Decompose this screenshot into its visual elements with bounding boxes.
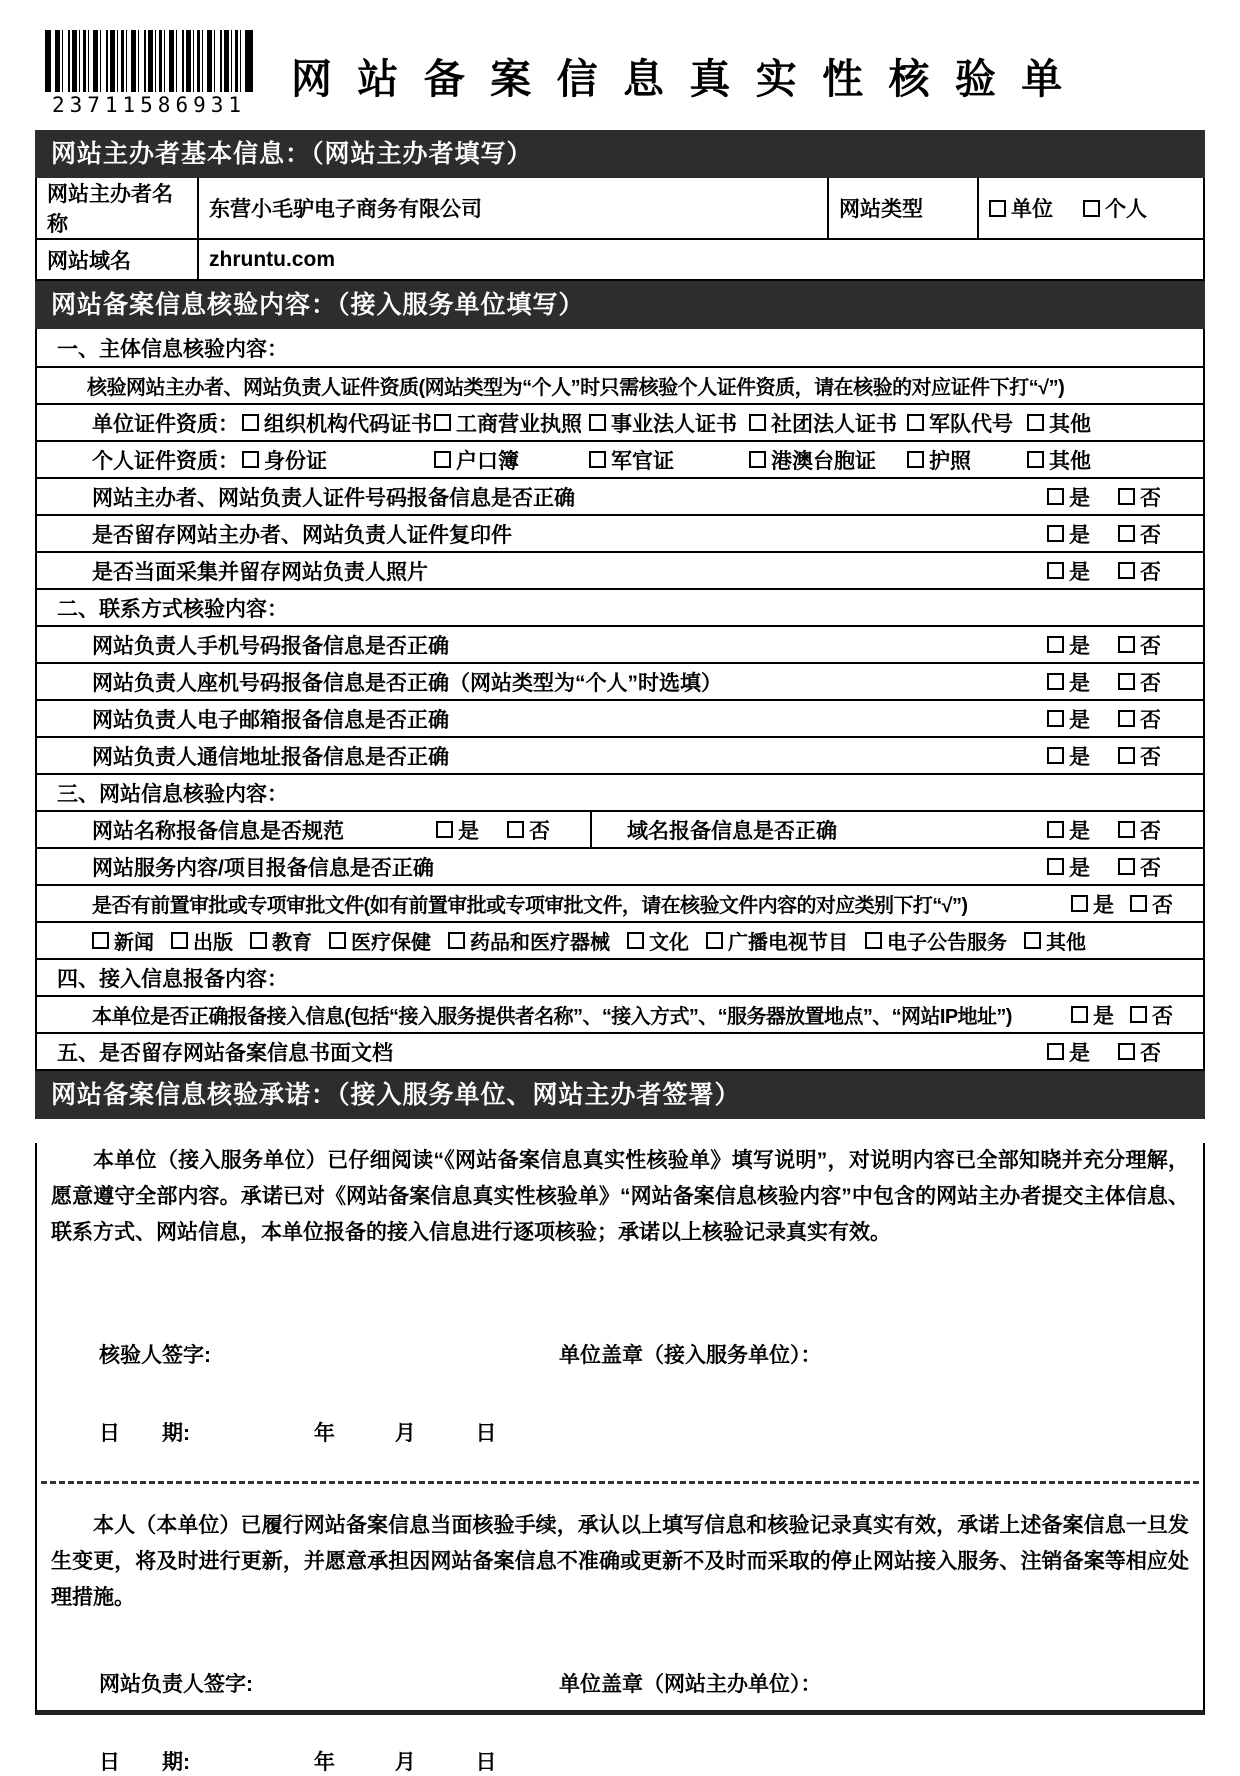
option-label: 其他 <box>1049 412 1091 436</box>
checkbox-yes[interactable] <box>1047 741 1090 771</box>
question-text: 域名报备信息是否正确 <box>627 819 837 843</box>
checkbox-icon[interactable] <box>448 932 465 949</box>
checkbox-no[interactable] <box>507 815 550 845</box>
option-label: 其他 <box>1049 449 1091 473</box>
checkbox-icon[interactable] <box>1047 710 1064 727</box>
checkbox-yes[interactable] <box>1047 815 1090 845</box>
unit-cert-row <box>37 403 1203 440</box>
option-label: 医疗保健 <box>351 932 431 954</box>
no-label: 否 <box>1140 634 1161 658</box>
checkbox-no[interactable] <box>1130 889 1173 919</box>
option-label: 药品和医疗器械 <box>470 932 610 954</box>
month-label: 月 <box>394 1422 416 1445</box>
checkbox-yes[interactable] <box>1047 667 1090 697</box>
question-text: 网站负责人手机号码报备信息是否正确 <box>92 634 449 658</box>
checkbox-icon[interactable] <box>1130 895 1147 912</box>
checkbox-option-personal[interactable] <box>1083 193 1147 223</box>
question-row-email <box>37 699 1203 736</box>
dashed-divider <box>41 1481 1199 1484</box>
checkbox-icon[interactable] <box>171 932 188 949</box>
question-row-sitename-domain <box>37 810 1203 847</box>
checkbox-icon[interactable] <box>589 414 606 431</box>
option-label: 组织机构代码证书 <box>264 412 432 436</box>
option-label: 身份证 <box>264 449 327 473</box>
page-header <box>35 30 1205 130</box>
yes-label: 是 <box>1069 708 1090 732</box>
part-title: 三、网站信息核验内容： <box>57 782 288 806</box>
checkbox-yes[interactable] <box>1071 1000 1114 1030</box>
yes-label: 是 <box>1069 856 1090 880</box>
checkbox-option[interactable] <box>434 408 589 438</box>
part5-title-row <box>37 1032 1203 1069</box>
checkbox-no[interactable] <box>1118 556 1161 586</box>
checkbox-option[interactable] <box>171 926 233 955</box>
option-label: 工商营业执照 <box>456 412 582 436</box>
option-label: 护照 <box>929 449 971 473</box>
yes-label: 是 <box>1069 634 1090 658</box>
no-label: 否 <box>529 819 550 843</box>
checkbox-icon[interactable] <box>1083 200 1100 217</box>
option-label: 军官证 <box>611 449 674 473</box>
no-label: 否 <box>1140 486 1161 510</box>
sitename-question <box>37 812 592 847</box>
pledge-box <box>35 1143 1205 1774</box>
section-header-pledge: 网站备案信息核验承诺：（接入服务单位、网站主办者签署） <box>35 1071 1205 1119</box>
checkbox-option[interactable] <box>589 408 749 438</box>
option-label: 文化 <box>649 932 689 954</box>
yes-no-group <box>1047 852 1161 882</box>
yes-no-group <box>1071 1000 1173 1030</box>
part3-title-row <box>37 773 1203 810</box>
yes-no-group <box>1047 667 1161 697</box>
year-label: 年 <box>313 1751 335 1774</box>
yes-no-group <box>1047 741 1161 771</box>
checkbox-icon[interactable] <box>1047 821 1064 838</box>
yes-no-group <box>1071 889 1173 919</box>
date-label[interactable]: 日 期: <box>99 1422 190 1445</box>
checkbox-icon[interactable] <box>1130 1006 1147 1023</box>
checkbox-yes[interactable] <box>1047 482 1090 512</box>
checkbox-icon[interactable] <box>1047 1043 1064 1060</box>
option-label: 个人 <box>1105 198 1147 221</box>
checkbox-no[interactable] <box>1118 519 1161 549</box>
part2-title-row <box>37 588 1203 625</box>
checkbox-icon[interactable] <box>865 932 882 949</box>
checkbox-icon[interactable] <box>434 451 451 468</box>
checkbox-icon[interactable] <box>1118 1043 1135 1060</box>
option-label: 军队代号 <box>929 412 1013 436</box>
no-label: 否 <box>1140 523 1161 547</box>
yes-label: 是 <box>1093 893 1114 917</box>
yes-label: 是 <box>1069 523 1090 547</box>
checkbox-option[interactable] <box>865 926 1007 955</box>
checkbox-no[interactable] <box>1118 630 1161 660</box>
checkbox-option[interactable] <box>589 445 749 475</box>
question-row-cert-number <box>37 477 1203 514</box>
option-label: 电子公告服务 <box>887 932 1007 954</box>
owner-seal-label[interactable]: 单位盖章（网站主办单位）： <box>559 1673 822 1696</box>
checkbox-yes[interactable] <box>1047 519 1090 549</box>
site-type-label: 网站类型 <box>827 178 977 238</box>
table-row <box>37 178 1203 238</box>
date-label[interactable]: 日 期: <box>99 1751 190 1774</box>
checkbox-yes[interactable] <box>436 815 479 845</box>
checkbox-icon[interactable] <box>1118 673 1135 690</box>
option-label: 单位 <box>1011 198 1053 221</box>
checkbox-icon[interactable] <box>1118 488 1135 505</box>
checkbox-icon[interactable] <box>1047 673 1064 690</box>
checkbox-option[interactable] <box>1024 926 1086 955</box>
part4-title-row <box>37 958 1203 995</box>
option-label: 教育 <box>272 932 312 954</box>
checkbox-icon[interactable] <box>329 932 346 949</box>
checkbox-icon[interactable] <box>1027 414 1044 431</box>
question-text: 网站服务内容/项目报备信息是否正确 <box>92 856 434 880</box>
question-text: 网站名称报备信息是否规范 <box>92 819 344 843</box>
checkbox-yes[interactable] <box>1047 704 1090 734</box>
checkbox-icon[interactable] <box>706 932 723 949</box>
yes-no-group <box>1047 482 1161 512</box>
checkbox-icon[interactable] <box>1047 858 1064 875</box>
checkbox-icon[interactable] <box>242 414 259 431</box>
checkbox-icon[interactable] <box>1118 562 1135 579</box>
no-label: 否 <box>1140 745 1161 769</box>
checkbox-icon[interactable] <box>907 451 924 468</box>
option-label: 其他 <box>1046 932 1086 954</box>
yes-no-group <box>1047 519 1161 549</box>
day-label: 日 <box>475 1751 497 1774</box>
checkbox-icon[interactable] <box>1118 821 1135 838</box>
question-row-approval <box>37 884 1203 921</box>
yes-label: 是 <box>458 819 479 843</box>
question-text: 是否当面采集并留存网站负责人照片 <box>92 560 428 584</box>
checkbox-icon[interactable] <box>907 414 924 431</box>
checkbox-option[interactable] <box>627 926 689 955</box>
checkbox-icon[interactable] <box>434 414 451 431</box>
checkbox-no[interactable] <box>1118 741 1161 771</box>
checkbox-option[interactable] <box>907 445 1027 475</box>
checkbox-yes[interactable] <box>1047 1037 1090 1067</box>
question-row-access <box>37 995 1203 1032</box>
checkbox-icon[interactable] <box>242 451 259 468</box>
checkbox-option[interactable] <box>242 408 434 438</box>
question-row-mobile <box>37 625 1203 662</box>
yes-no-group <box>1047 556 1161 586</box>
yes-no-group <box>1047 630 1161 660</box>
yes-label: 是 <box>1069 560 1090 584</box>
question-text: 五、是否留存网站备案信息书面文档 <box>57 1041 393 1065</box>
checkbox-icon[interactable] <box>749 414 766 431</box>
checkbox-icon[interactable] <box>1118 525 1135 542</box>
checkbox-yes[interactable] <box>1047 556 1090 586</box>
no-label: 否 <box>1140 856 1161 880</box>
isp-sign-row <box>37 1339 1203 1369</box>
organizer-name-value[interactable]: 东营小毛驴电子商务有限公司 <box>197 178 827 238</box>
no-label: 否 <box>1140 1041 1161 1065</box>
checkbox-option[interactable] <box>749 445 907 475</box>
barcode-icon <box>45 30 253 92</box>
no-label: 否 <box>1140 560 1161 584</box>
checkbox-no[interactable] <box>1118 1037 1161 1067</box>
yes-label: 是 <box>1069 745 1090 769</box>
checkbox-option-unit[interactable] <box>989 193 1053 223</box>
no-label: 否 <box>1140 819 1161 843</box>
personal-cert-label: 个人证件资质： <box>92 449 239 473</box>
question-text: 是否有前置审批或专项审批文件(如有前置审批或专项审批文件，请在核验文件内容的对应类别下打“√”) <box>92 895 968 917</box>
domain-value[interactable]: zhruntu.com <box>197 240 1203 279</box>
pledge-paragraph-owner: 本人（本单位）已履行网站备案信息当面核验手续，承认以上填写信息和核验记录真实有效，承诺上述备案信息一旦发生变更，将及时进行更新，并愿意承担因网站备案信息不准确或更新不及时而采取的停止网站接入服务、注销备案等相应处理措施。 <box>51 1514 1189 1609</box>
checkbox-no[interactable] <box>1118 815 1161 845</box>
checkbox-icon[interactable] <box>1047 525 1064 542</box>
yes-no-group <box>1047 1037 1161 1067</box>
yes-label: 是 <box>1093 1004 1114 1028</box>
question-row-landline <box>37 662 1203 699</box>
checkbox-icon[interactable] <box>589 451 606 468</box>
section-header-owner-info: 网站主办者基本信息：（网站主办者填写） <box>35 130 1205 178</box>
unit-cert-label: 单位证件资质： <box>92 412 239 436</box>
yes-label: 是 <box>1069 819 1090 843</box>
section-header-verify-content: 网站备案信息核验内容：（接入服务单位填写） <box>35 281 1205 329</box>
checkbox-no[interactable] <box>1118 704 1161 734</box>
option-label: 港澳台胞证 <box>771 449 876 473</box>
checkbox-option[interactable] <box>92 926 154 955</box>
question-text: 网站负责人座机号码报备信息是否正确（网站类型为“个人”时选填） <box>92 671 722 695</box>
question-row-address <box>37 736 1203 773</box>
checkbox-no[interactable] <box>1118 852 1161 882</box>
organizer-name-label: 网站主办者名称 <box>47 183 173 236</box>
year-label: 年 <box>313 1422 335 1445</box>
site-type-options <box>977 178 1203 238</box>
checkbox-option[interactable] <box>907 408 1027 438</box>
part1-title-row <box>37 329 1203 366</box>
part-title: 二、联系方式核验内容： <box>57 597 288 621</box>
checkbox-icon[interactable] <box>989 200 1006 217</box>
checkbox-icon[interactable] <box>1047 636 1064 653</box>
no-label: 否 <box>1152 893 1173 917</box>
table-row <box>37 238 1203 279</box>
isp-date-row <box>37 1417 1203 1447</box>
checkbox-option[interactable] <box>1027 408 1193 438</box>
checkbox-icon[interactable] <box>1118 636 1135 653</box>
checkbox-option[interactable] <box>1027 445 1193 475</box>
page-title: 网 站 备 案 信 息 真 实 性 核 验 单 <box>291 56 1070 102</box>
checkbox-icon[interactable] <box>1071 895 1088 912</box>
checkbox-option[interactable] <box>706 926 848 955</box>
yes-no-group <box>1047 815 1161 845</box>
month-label: 月 <box>394 1751 416 1774</box>
checkbox-option[interactable] <box>242 445 434 475</box>
checkbox-yes[interactable] <box>1071 889 1114 919</box>
checkbox-option[interactable] <box>749 408 907 438</box>
checkbox-no[interactable] <box>1118 482 1161 512</box>
yes-no-group <box>436 815 550 845</box>
part-title: 一、主体信息核验内容： <box>57 337 288 361</box>
domain-question <box>592 815 1203 845</box>
checkbox-icon[interactable] <box>92 932 109 949</box>
yes-no-group <box>1047 704 1161 734</box>
checkbox-icon[interactable] <box>627 932 644 949</box>
verifier-signature-label[interactable]: 核验人签字: <box>99 1344 211 1367</box>
checkbox-option[interactable] <box>250 926 312 955</box>
option-label: 出版 <box>193 932 233 954</box>
checkbox-icon[interactable] <box>1047 562 1064 579</box>
checkbox-option[interactable] <box>434 445 589 475</box>
question-text: 是否留存网站主办者、网站负责人证件复印件 <box>92 523 512 547</box>
checkbox-yes[interactable] <box>1047 630 1090 660</box>
checkbox-option[interactable] <box>448 926 610 955</box>
question-text: 网站负责人电子邮箱报备信息是否正确 <box>92 708 449 732</box>
responsible-signature-label[interactable]: 网站负责人签字: <box>99 1673 253 1696</box>
option-label: 事业法人证书 <box>611 412 737 436</box>
question-text: 网站主办者、网站负责人证件号码报备信息是否正确 <box>92 486 575 510</box>
question-row-cert-copy <box>37 514 1203 551</box>
no-label: 否 <box>1152 1004 1173 1028</box>
checkbox-icon[interactable] <box>507 821 524 838</box>
no-label: 否 <box>1140 671 1161 695</box>
checkbox-icon[interactable] <box>1118 858 1135 875</box>
isp-seal-label[interactable]: 单位盖章（接入服务单位）： <box>559 1344 822 1367</box>
approval-categories-row <box>37 921 1203 958</box>
owner-info-table <box>35 178 1205 281</box>
checkbox-icon[interactable] <box>1118 710 1135 727</box>
option-label: 社团法人证书 <box>771 412 897 436</box>
barcode <box>35 30 275 117</box>
part1-note-row <box>37 366 1203 403</box>
barcode-number: 23711586931 <box>51 93 247 117</box>
option-label: 新闻 <box>114 932 154 954</box>
checkbox-option[interactable] <box>329 926 431 955</box>
checkbox-icon[interactable] <box>749 451 766 468</box>
pledge-paragraph-isp: 本单位（接入服务单位）已仔细阅读“《网站备案信息真实性核验单》填写说明”，对说明内容已全部知晓并充分理解，愿意遵守全部内容。承诺已对《网站备案信息真实性核验单》“网站备案信息核验内容”中包含的网站主办者提交主体信息、联系方式、网站信息，本单位报备的接入信息进行逐项核验；承诺以上核验记录真实有效。 <box>51 1149 1189 1244</box>
domain-label: 网站域名 <box>47 249 131 273</box>
checkbox-icon[interactable] <box>1047 747 1064 764</box>
checkbox-icon[interactable] <box>250 932 267 949</box>
checkbox-icon[interactable] <box>1118 747 1135 764</box>
checkbox-icon[interactable] <box>1047 488 1064 505</box>
owner-sign-row <box>37 1668 1203 1698</box>
owner-date-row <box>37 1746 1203 1776</box>
verify-table <box>35 329 1205 1071</box>
question-text: 网站负责人通信地址报备信息是否正确 <box>92 745 449 769</box>
yes-label: 是 <box>1069 486 1090 510</box>
question-row-photo <box>37 551 1203 588</box>
part-title: 四、接入信息报备内容： <box>57 967 288 991</box>
yes-label: 是 <box>1069 1041 1090 1065</box>
option-label: 广播电视节目 <box>728 932 848 954</box>
checkbox-no[interactable] <box>1130 1000 1173 1030</box>
checkbox-icon[interactable] <box>1024 932 1041 949</box>
no-label: 否 <box>1140 708 1161 732</box>
checkbox-icon[interactable] <box>1071 1006 1088 1023</box>
note-text: 核验网站主办者、网站负责人证件资质(网站类型为“个人”时只需核验个人证件资质，请在核验的对应证件下打“√”) <box>87 377 1065 399</box>
day-label: 日 <box>475 1422 497 1445</box>
yes-label: 是 <box>1069 671 1090 695</box>
personal-cert-row <box>37 440 1203 477</box>
checkbox-icon[interactable] <box>436 821 453 838</box>
question-row-service <box>37 847 1203 884</box>
checkbox-no[interactable] <box>1118 667 1161 697</box>
checkbox-icon[interactable] <box>1027 451 1044 468</box>
question-text: 本单位是否正确报备接入信息(包括“接入服务提供者名称”、“接入方式”、“服务器放置地点”、“网站IP地址”) <box>92 1006 1012 1028</box>
checkbox-yes[interactable] <box>1047 852 1090 882</box>
option-label: 户口簿 <box>456 449 519 473</box>
